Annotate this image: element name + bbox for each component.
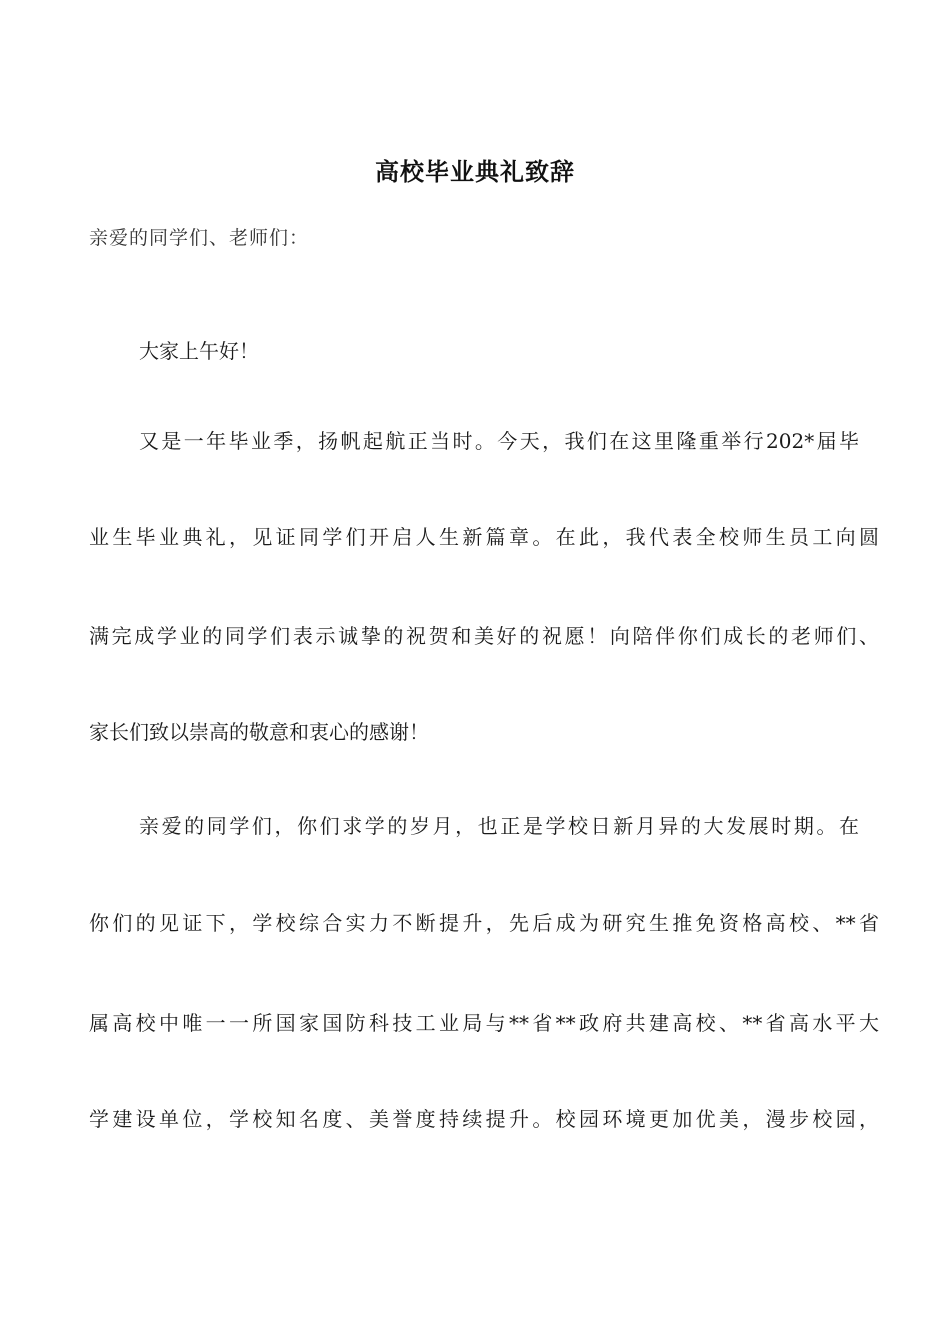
paragraph-line: 业生毕业典礼，见证同学们开启人生新篇章。在此，我代表全校师生员工向圆 bbox=[89, 525, 879, 549]
paragraph-line: 亲爱的同学们，你们求学的岁月，也正是学校日新月异的大发展时期。在 bbox=[139, 814, 859, 838]
salutation: 亲爱的同学们、老师们： bbox=[89, 227, 310, 249]
paragraph-line: 你们的见证下，学校综合实力不断提升，先后成为研究生推免资格高校、**省 bbox=[89, 911, 879, 935]
paragraph-line: 满完成学业的同学们表示诚挚的祝贺和美好的祝愿！向陪伴你们成长的老师们、 bbox=[89, 624, 879, 648]
greeting-line: 大家上午好！ bbox=[139, 339, 259, 363]
document-title: 高校毕业典礼致辞 bbox=[375, 157, 575, 186]
paragraph-line: 学建设单位，学校知名度、美誉度持续提升。校园环境更加优美，漫步校园， bbox=[89, 1107, 879, 1131]
paragraph-line: 属高校中唯一一所国家国防科技工业局与**省**政府共建高校、**省高水平大 bbox=[89, 1011, 879, 1035]
paragraph-line: 又是一年毕业季，扬帆起航正当时。今天，我们在这里隆重举行202*届毕 bbox=[139, 429, 859, 453]
paragraph-line: 家长们致以崇高的敬意和衷心的感谢！ bbox=[89, 720, 429, 744]
